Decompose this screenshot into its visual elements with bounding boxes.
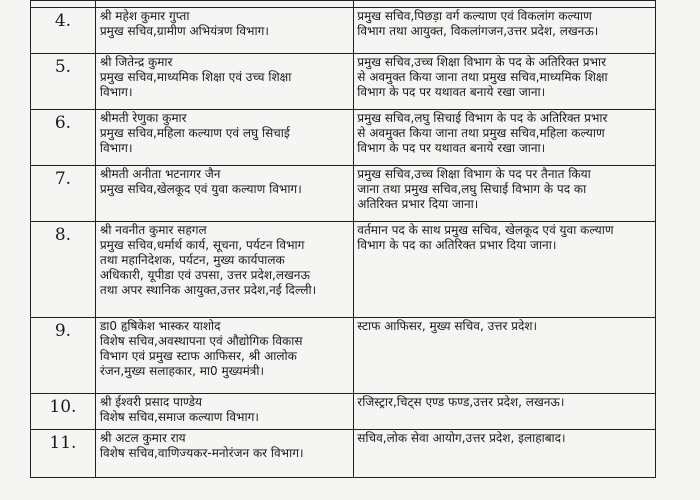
officer-text-line: तथा महानिदेशक, पर्यटन, मुख्य कार्यपालक: [99, 253, 285, 267]
officer-text-line: श्रीमती अनीता भटनागर जैन: [99, 167, 221, 181]
row-serial-number: 4.: [31, 8, 96, 54]
officer-name-and-post: [95, 394, 353, 430]
row-serial-number: 6.: [31, 110, 96, 166]
posting-text-line: प्रमुख सचिव,उच्च शिक्षा विभाग के पद पर तैनात किया: [357, 167, 591, 181]
officer-text-line: श्री महेश कुमार गुप्ता: [99, 9, 190, 23]
table-row: [31, 8, 656, 54]
officer-text-line: श्री ईश्वरी प्रसाद पाण्डेय: [99, 395, 203, 409]
posting-text-line: प्रमुख सचिव,लघु सिचाई विभाग के पद के अतिरिक्त प्रभार: [357, 111, 608, 125]
officer-name-and-post: [95, 110, 353, 166]
new-posting-description: [354, 394, 656, 430]
officer-text-line: श्री नवनीत कुमार सहगल: [99, 223, 207, 237]
table-row: [31, 318, 656, 394]
officer-text-line: विभाग।: [99, 141, 133, 155]
officer-text-line: प्रमुख सचिव,धर्मार्थ कार्य, सूचना, पर्यटन विभाग: [99, 238, 305, 252]
new-posting-description: [354, 54, 656, 110]
officer-text-line: प्रमुख सचिव,माध्यमिक शिक्षा एवं उच्च शिक्षा: [99, 70, 292, 84]
posting-text-line: से अवमुक्त किया जाना तथा प्रमुख सचिव,माध्यमिक शिक्षा: [357, 70, 608, 84]
new-posting-description: [354, 166, 656, 222]
posting-text-line: स्टाफ आफिसर, मुख्य सचिव, उत्तर प्रदेश।: [357, 319, 538, 333]
posting-text-line: प्रमुख सचिव,पिछड़ा वर्ग कल्याण एवं विकलांग कल्याण: [357, 9, 592, 23]
cell-top-num: [31, 1, 96, 8]
officer-name-and-post: [95, 318, 353, 394]
table-row-top-cut: [31, 1, 656, 8]
officer-name-and-post: [95, 8, 353, 54]
row-serial-number: 8.: [31, 222, 96, 318]
officer-text-line: श्री जितेन्द्र कुमार: [99, 55, 173, 69]
posting-text-line: जाना तथा प्रमुख सचिव,लघु सिचाई विभाग के पद का: [357, 182, 587, 196]
officer-text-line: विभाग एवं प्रमुख स्टाफ आफिसर, श्री आलोक: [99, 349, 297, 363]
row-serial-number: 5.: [31, 54, 96, 110]
row-serial-number: 7.: [31, 166, 96, 222]
cell-top-desc: [354, 1, 656, 8]
officer-text-line: विभाग।: [99, 85, 133, 99]
transfer-table: [30, 0, 656, 478]
officer-text-line: प्रमुख सचिव,खेलकूद एवं युवा कल्याण विभाग।: [99, 182, 302, 196]
row-serial-number: 9.: [31, 318, 96, 394]
officer-text-line: प्रमुख सचिव,महिला कल्याण एवं लघु सिचाई: [99, 126, 290, 140]
officer-name-and-post: [95, 54, 353, 110]
posting-text-line: रजिस्ट्रार,चिट्स एण्ड फण्ड,उत्तर प्रदेश, लखनऊ।: [357, 395, 565, 409]
cell-top-name: [95, 1, 353, 8]
posting-text-line: प्रमुख सचिव,उच्च शिक्षा विभाग के पद के अतिरिक्त प्रभार: [357, 55, 607, 69]
table-row: [31, 110, 656, 166]
posting-text-line: विभाग के पद पर यथावत बनाये रखा जाना।: [357, 141, 546, 155]
posting-text-line: विभाग के पद पर यथावत बनाये रखा जाना।: [357, 85, 546, 99]
posting-text-line: सचिव,लोक सेवा आयोग,उत्तर प्रदेश, इलाहाबाद।: [357, 431, 566, 445]
officer-text-line: रंजन,मुख्य सलाहकार, मा0 मुख्यमंत्री।: [99, 364, 265, 378]
table-row: [31, 166, 656, 222]
officer-text-line: श्रीमती रेणुका कुमार: [99, 111, 187, 125]
officer-name-and-post: [95, 222, 353, 318]
new-posting-description: [354, 110, 656, 166]
officer-text-line: विशेष सचिव,समाज कल्याण विभाग।: [99, 410, 259, 424]
officer-text-line: विशेष सचिव,वाणिज्यकर-मनोरंजन कर विभाग।: [99, 446, 304, 460]
posting-text-line: अतिरिक्त प्रभार दिया जाना।: [357, 197, 479, 211]
officer-text-line: अधिकारी, यूपीडा एवं उपसा, उत्तर प्रदेश,लखनऊ: [99, 268, 310, 282]
row-serial-number: 11.: [31, 430, 96, 478]
transfer-table-body: [31, 1, 656, 478]
new-posting-description: [354, 430, 656, 478]
posting-text-line: से अवमुक्त किया जाना तथा प्रमुख सचिव,महिला कल्याण: [357, 126, 605, 140]
officer-text-line: श्री अटल कुमार राय: [99, 431, 186, 445]
posting-text-line: विभाग तथा आयुक्त, विकलांगजन,उत्तर प्रदेश, लखनऊ।: [357, 24, 599, 38]
officer-name-and-post: [95, 166, 353, 222]
officer-text-line: डा0 हृषिकेश भास्कर याशोद: [99, 319, 221, 333]
posting-text-line: विभाग के पद का अतिरिक्त प्रभार दिया जाना।: [357, 238, 557, 252]
table-row: [31, 430, 656, 478]
row-serial-number: 10.: [31, 394, 96, 430]
table-row: [31, 222, 656, 318]
officer-text-line: तथा अपर स्थानिक आयुक्त,उत्तर प्रदेश,नई दिल्ली।: [99, 283, 317, 297]
new-posting-description: [354, 318, 656, 394]
new-posting-description: [354, 222, 656, 318]
table-row: [31, 394, 656, 430]
officer-name-and-post: [95, 430, 353, 478]
table-row: [31, 54, 656, 110]
posting-text-line: वर्तमान पद के साथ प्रमुख सचिव, खेलकूद एवं युवा कल्याण: [357, 223, 614, 237]
new-posting-description: [354, 8, 656, 54]
officer-text-line: विशेष सचिव,अवस्थापना एवं औद्योगिक विकास: [99, 334, 303, 348]
officer-text-line: प्रमुख सचिव,ग्रामीण अभियंत्रण विभाग।: [99, 24, 269, 38]
